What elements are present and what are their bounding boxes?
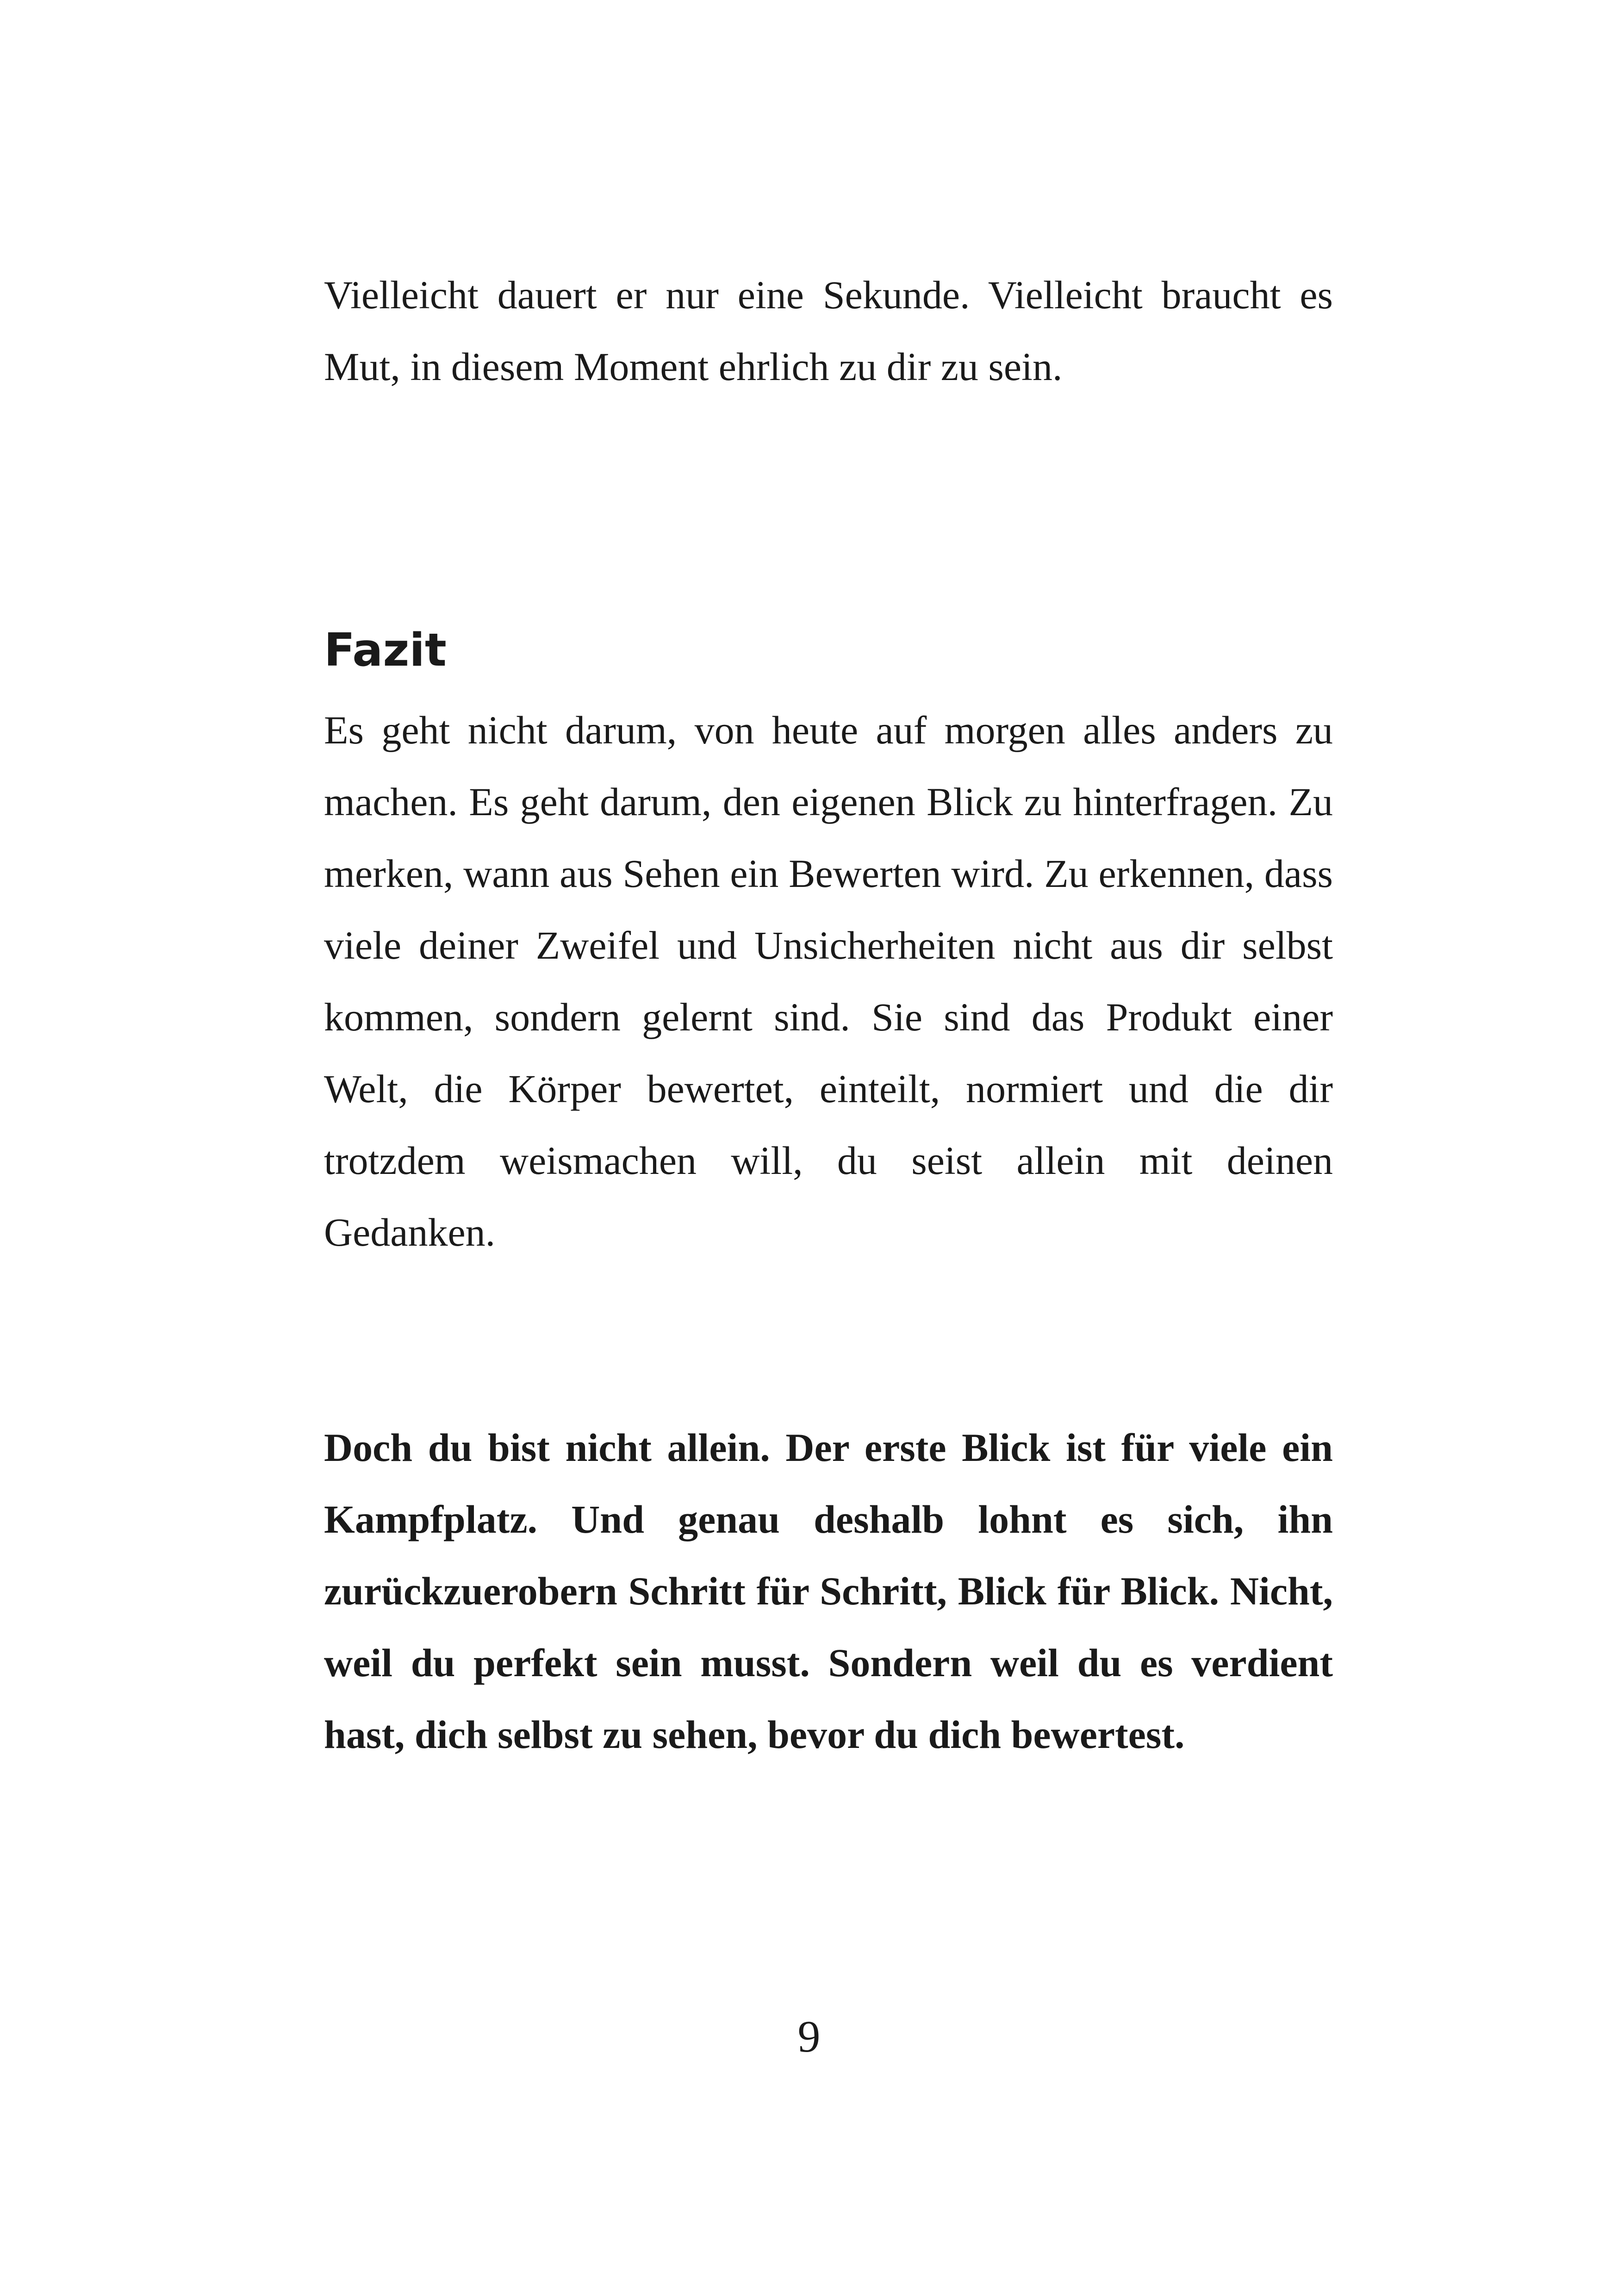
page-number: 9	[797, 2012, 821, 2062]
closing-paragraph-bold: Doch du bist nicht allein. Der erste Blick ist für viele ein Kampfplatz. Und genau deshalb lohnt es sich, ihn zurückzuerobern Schritt für Schritt, Blick für Blick. Nicht, weil du perfekt sein musst. Sondern weil du es verdient hast, dich selbst zu sehen, bevor du dich bewertest.	[324, 1425, 1333, 1757]
fazit-paragraph: Es geht nicht darum, von heute auf morgen alles anders zu machen. Es geht darum, den eigenen Blick zu hinterfragen. Zu merken, wann aus Sehen ein Bewerten wird. Zu erkennen, dass viele deiner Zweifel und Unsicherheiten nicht aus dir selbst kommen, sondern gelernt sind. Sie sind das Produkt einer Welt, die Körper bewertet, einteilt, normiert und die dir trotzdem weismachen will, du seist allein mit deinen Gedanken.	[324, 708, 1333, 1254]
section-heading-fazit: Fazit	[324, 624, 447, 677]
intro-paragraph: Vielleicht dauert er nur eine Sekunde. Vielleicht braucht es Mut, in diesem Moment ehrlich zu dir zu sein.	[324, 273, 1333, 389]
